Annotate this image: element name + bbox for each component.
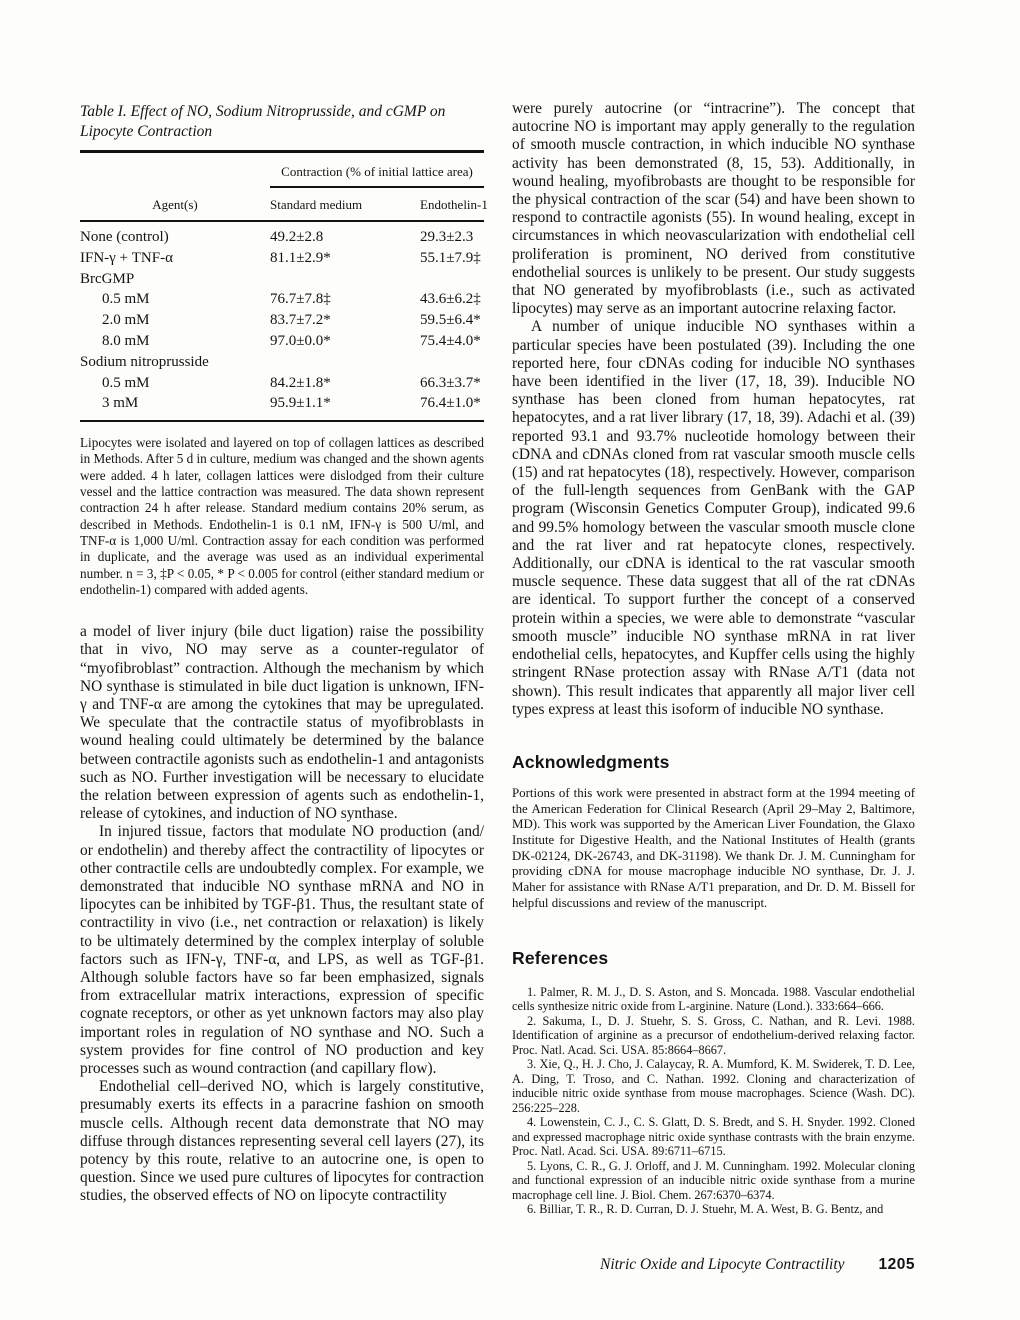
acknowledgments-text: Portions of this work were presented in abstract form at the 1994 meeting of the American Federation for Clinical Research (April 29–May 2, Baltimore, MD). This work was supported by the American Liver Foundation, the Glaxo Institute for Digestive Health, and the National Institutes of Health (grants DK-02124, DK-26743, and DK-31198). We thank Dr. J. M. Cunningham for providing cDNA for mouse macrophage inducible NO synthase, Dr. J. J. Maher for assistance with RNase A/T1 preparation, and Dr. D. M. Bissell for helpful discussions and review of the manuscript.: [512, 785, 915, 910]
spanner-spacer: [80, 164, 270, 188]
table-row: [80, 227, 484, 248]
reference-item: 3. Xie, Q., H. J. Cho, J. Calaycay, R. A. Mumford, K. M. Swiderek, T. D. Lee, A. Ding, T. Troso, and C. Nathan. 1992. Cloning and characterization of inducible nitric oxide synthase from mouse macrophages. Science (Wash. DC). 256:225–228.: [512, 1057, 915, 1115]
table-row: [80, 289, 484, 310]
reference-item: 4. Lowenstein, C. J., C. S. Glatt, D. S. Bredt, and S. H. Snyder. 1992. Cloned and expressed macrophage nitric oxide synthase contrasts with the brain enzyme. Proc. Natl. Acad. Sci. USA. 89:6711–6715.: [512, 1115, 915, 1159]
standard-medium-cell: 95.9±1.1*: [270, 395, 331, 412]
table-row: [80, 373, 484, 394]
endothelin-cell: 59.5±6.4*: [420, 312, 481, 329]
standard-medium-cell: 83.7±7.2*: [270, 312, 331, 329]
page-footer: [512, 1256, 915, 1274]
agent-cell: Sodium nitroprusside: [80, 353, 209, 370]
standard-medium-cell: [270, 352, 420, 373]
agent-cell: 8.0 mM: [102, 332, 150, 349]
standard-medium-cell: 81.1±2.9*: [270, 249, 331, 266]
body-paragraph: Endothelial cell–derived NO, which is largely constitutive, presumably exerts its effects in a paracrine fashion on smooth muscle cells. Although recent data demonstrate that NO may diffuse through distances representing several cell layers (27), its potency by this route, relative to an autocrine one, is open to question. Since we used pure cultures of lipocytes for contraction studies, the observed effects of NO on lipocyte contractility: [80, 1078, 484, 1205]
standard-medium-cell: [270, 269, 420, 290]
table-body: [80, 222, 484, 420]
agent-cell: 0.5 mM: [102, 374, 150, 391]
running-title: Nitric Oxide and Lipocyte Contractility: [599, 1256, 845, 1273]
table-row: [80, 393, 484, 414]
body-paragraph: In injured tissue, factors that modulate NO production (and/ or endothelin) and thereby affect the contractility of lipocytes or other contractile cells are undoubtedly complex. For example, we demonstrated that inducible NO synthase mRNA and NO in lipocytes can be inhibited by TGF-β1. Thus, the resultant state of contractility in vivo (i.e., net contraction or relaxation) is likely to be ultimately determined by the complex interplay of soluble factors such as IFN-γ, TNF-α, and LPS, as well as TGF-β1. Although soluble factors have so far been emphasized, signals from extracellular matrix interactions, expression of specific cognate receptors, or other as yet unknown factors may also play important roles in regulation of NO synthase and NO. Such a system provides for fine control of NO production and key processes such as wound contraction (and capillary flow).: [80, 823, 484, 1078]
endothelin-cell: 66.3±3.7*: [420, 374, 481, 391]
agent-cell: IFN-γ + TNF-α: [80, 249, 173, 266]
endothelin-cell: [420, 352, 484, 373]
reference-item: 5. Lyons, C. R., G. J. Orloff, and J. M. Cunningham. 1992. Molecular cloning and functional expression of an inducible nitric oxide synthase from a murine macrophage cell line. J. Biol. Chem. 267:6370–6374.: [512, 1158, 915, 1202]
agent-cell: 0.5 mM: [102, 291, 150, 308]
left-column: [80, 102, 488, 1206]
reference-item: 1. Palmer, R. M. J., D. S. Aston, and S. Moncada. 1988. Vascular endothelial cells synthesize nitric oxide from L-arginine. Nature (Lond.). 333:664–666.: [512, 984, 915, 1014]
table-bottom-rule: [80, 420, 484, 422]
endothelin-cell: 29.3±2.3: [420, 229, 474, 245]
table-notes: Lipocytes were isolated and layered on top of collagen lattices as described in Methods. After 5 d in culture, medium was changed and the shown agents were added. 4 h later, collagen lattices were dislodged from their culture vessel and the lattice contraction was measured. The data shown represent contraction 24 h after release. Standard medium contains 20% serum, as described in Methods. Endothelin-1 is 0.1 nM, IFN-γ is 500 U/ml, and TNF-α is 1,000 U/ml. Contraction assay for each condition was performed in duplicate, and the average was used as an individual experimental number. n = 3, ‡P < 0.05, * P < 0.005 for control (either standard medium or endothelin-1) compared with added agents.: [80, 435, 484, 597]
page-number: 1205: [878, 1256, 915, 1273]
standard-medium-cell: 49.2±2.8: [270, 229, 324, 245]
table-row: [80, 331, 484, 352]
acknowledgments-heading: Acknowledgments: [512, 751, 670, 772]
right-column: [512, 100, 915, 1217]
table-spanner-row: [80, 164, 484, 188]
standard-medium-cell: 84.2±1.8*: [270, 374, 331, 391]
body-paragraph: A number of unique inducible NO synthases within a particular species have been postulated (39). Including the one reported here, four cDNAs coding for inducible NO synthases have been identified in the liver (17, 18, 39). Inducible NO synthase has been cloned from human hepatocytes, rat hepatocytes, and a rat liver library (17, 18, 39). Adachi et al. (39) reported 93.1 and 93.7% nucleotide homology between their cDNA and cDNAs cloned from rat vascular smooth muscle cells (15) and rat hepatocytes (18), respectively. However, comparison of the full-length sequences from GenBank with the GAP program (Wisconsin Genetics Computer Group), indicated 99.6 and 99.5% homology between the vascular smooth muscle clone and the rat liver and rat hepatocyte clones, respectively. Additionally, our cDNA is identical to the rat vascular smooth muscle sequence. These data suggest that all of the rat cDNAs are identical. To support further the concept of a conserved protein within a species, we were able to demonstrate “vascular smooth muscle” inducible NO synthase mRNA in rat liver endothelial cells, hepatocytes, and Kupffer cells using the highly stringent RNase protection assay with RNase A/T1 (data not shown). This result indicates that apparently all major liver cell types express at least this isoform of inducible NO synthase.: [512, 318, 915, 718]
body-paragraph: were purely autocrine (or “intracrine”). The concept that autocrine NO is important may apply generally to the regulation of smooth muscle contraction, in which inducible NO synthase activity has been demonstrated (8, 15, 53). Additionally, in wound healing, myofibrobasts are thought to be responsible for the physical contraction of the scar (54) and have been shown to respond to contractile agonists (55). In wound healing, except in circumstances in which neovascularization with endothelial cell proliferation is prominent, NO derived from constitutive endothelial sources is unlikely to be present. Our study suggests that NO generated by myofibroblasts (i.e., such as activated lipocytes) may serve as an important autocrine relaxing factor.: [512, 100, 915, 318]
table-group-row: [80, 352, 484, 373]
column-header-standard-medium: Standard medium: [270, 197, 363, 212]
agent-cell: 2.0 mM: [102, 312, 150, 329]
references-list: [512, 985, 915, 1217]
reference-item: 2. Sakuma, I., D. J. Stuehr, S. S. Gross, C. Nathan, and R. Levi. 1988. Identification of arginine as a precursor of endothelium-derived relaxing factor. Proc. Natl. Acad. Sci. USA. 85:8664–8667.: [512, 1013, 915, 1057]
table-1: [80, 102, 488, 598]
table-spanner-header: Contraction (% of initial lattice area): [270, 164, 484, 188]
endothelin-cell: [420, 269, 484, 290]
references-heading: References: [512, 947, 609, 968]
standard-medium-cell: 97.0±0.0*: [270, 332, 331, 349]
table-row: [80, 310, 484, 331]
table-row: [80, 248, 484, 269]
body-paragraph: a model of liver injury (bile duct ligation) raise the possibility that in vivo, NO may serve as a counter-regulator of “myofibroblast” contraction. Although the mechanism by which NO synthase is stimulated in bile duct ligation is unknown, IFN-γ and TNF-α are among the cytokines that may be upregulated. We speculate that the contractile status of myofibroblasts in wound healing could ultimately be determined by the balance between contractile agonists such as endothelin-1 and antagonists such as NO. Further investigation will be necessary to elucidate the relation between expression of agents such as endothelin-1, release of cytokines, and induction of NO synthase.: [80, 623, 484, 823]
endothelin-cell: 43.6±6.2‡: [420, 291, 481, 308]
table-header-row: [80, 188, 488, 220]
standard-medium-cell: 76.7±7.8‡: [270, 291, 331, 308]
endothelin-cell: 55.1±7.9‡: [420, 249, 481, 266]
reference-item: 6. Billiar, T. R., R. D. Curran, D. J. Stuehr, M. A. West, B. G. Bentz, and: [527, 1202, 884, 1217]
agent-cell: BrcGMP: [80, 270, 135, 287]
endothelin-cell: 75.4±4.0*: [420, 332, 481, 349]
column-header-agent: Agent(s): [152, 197, 198, 212]
table-group-row: [80, 269, 484, 290]
agent-cell: 3 mM: [102, 395, 139, 412]
endothelin-cell: 76.4±1.0*: [420, 395, 481, 412]
agent-cell: None (control): [80, 229, 169, 245]
table-top-rule: [80, 150, 484, 153]
column-header-endothelin: Endothelin-1: [420, 197, 488, 212]
table-title: Table I. Effect of NO, Sodium Nitroprusside, and cGMP on Lipocyte Contraction: [80, 103, 446, 140]
